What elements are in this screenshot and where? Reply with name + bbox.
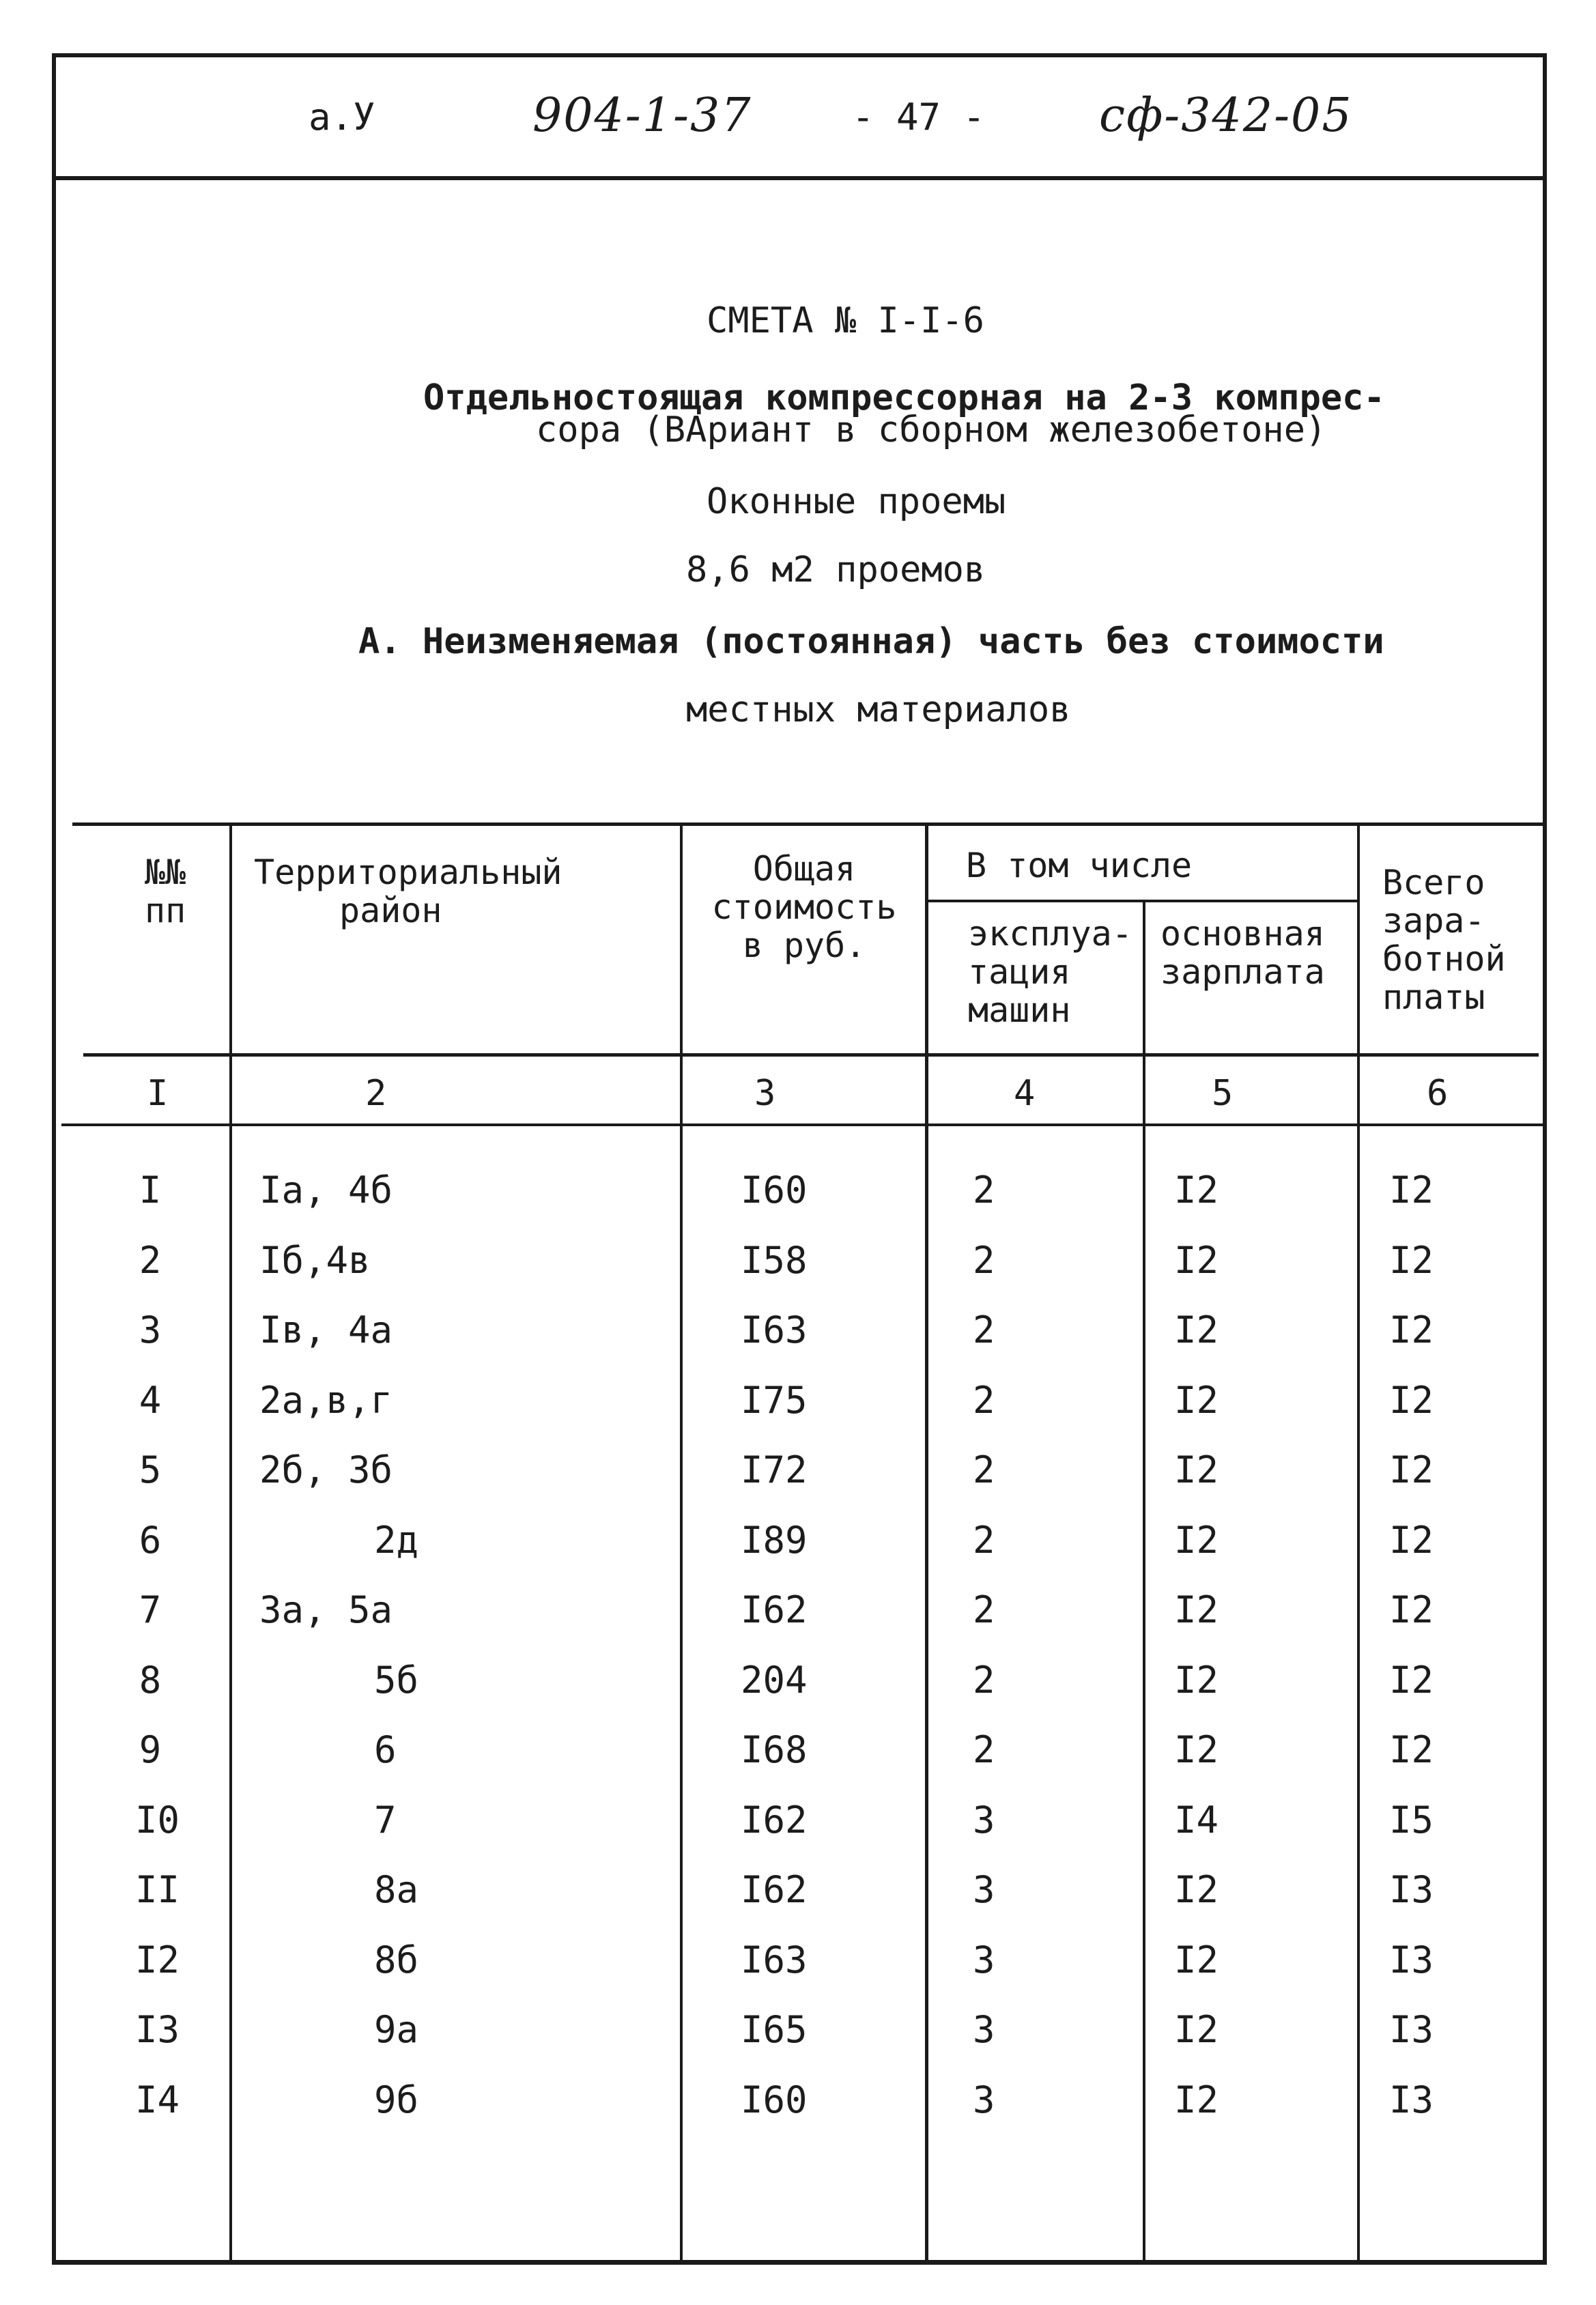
header-col2	[254, 853, 562, 930]
row-number: I	[139, 1169, 162, 1212]
row-number: 8	[139, 1659, 162, 1702]
col-number-3: 3	[754, 1073, 776, 1114]
header-col4-line1: эксплуа-	[968, 914, 1132, 954]
row-total-wage: I5	[1389, 1799, 1434, 1842]
header-col3-line2: стоимость	[711, 887, 897, 927]
row-total-wage: I3	[1389, 2008, 1434, 2051]
row-district: 2д	[374, 1519, 419, 1562]
row-base-wage: I2	[1174, 1379, 1219, 1422]
row-total-cost: I62	[741, 1868, 808, 1911]
row-district: 3а, 5а	[259, 1588, 393, 1631]
row-machine-cost: 2	[973, 1169, 995, 1212]
row-total-cost: I72	[741, 1448, 808, 1491]
row-machine-cost: 2	[973, 1588, 995, 1631]
col-number-1: I	[147, 1073, 169, 1114]
table-top-line	[72, 822, 1547, 826]
row-number: 4	[139, 1379, 162, 1422]
estimate-title: СМЕТА № I-I-6	[707, 300, 984, 341]
row-number: I2	[135, 1938, 180, 1981]
col-divider-3	[925, 822, 928, 2265]
row-total-wage: I3	[1389, 2078, 1434, 2121]
row-district: Iв, 4а	[259, 1308, 393, 1351]
col-numbers-bottom-line	[61, 1123, 1547, 1126]
row-total-cost: I75	[741, 1379, 808, 1422]
row-machine-cost: 2	[973, 1239, 995, 1282]
header-col1-line1: №№	[145, 853, 186, 892]
col-number-2: 2	[365, 1073, 387, 1114]
header-col3	[702, 850, 907, 964]
row-machine-cost: 2	[973, 1728, 995, 1771]
row-base-wage: I2	[1174, 1868, 1219, 1911]
header-col5-line1: основная	[1160, 914, 1325, 954]
project-code: 904-1-37	[532, 89, 752, 143]
page-number: - 47 -	[852, 96, 986, 139]
header-col6-line3: ботной	[1382, 939, 1506, 979]
row-district: 9а	[374, 2008, 419, 2051]
header-group: В том числе	[966, 846, 1193, 885]
row-number: 5	[139, 1448, 162, 1491]
row-total-cost: I65	[741, 2008, 808, 2051]
row-district: 9б	[374, 2078, 419, 2121]
row-total-wage: I2	[1389, 1308, 1434, 1351]
row-base-wage: I2	[1174, 2078, 1219, 2121]
title-line-3: Оконные проемы	[707, 481, 1006, 522]
header-col6-line1: Всего	[1382, 863, 1485, 902]
row-number: 9	[139, 1728, 162, 1771]
row-machine-cost: 2	[973, 1379, 995, 1422]
row-machine-cost: 3	[973, 1799, 995, 1842]
title-line-6: местных материалов	[686, 689, 1071, 730]
row-district: 6	[374, 1728, 397, 1771]
row-total-wage: I2	[1389, 1169, 1434, 1212]
title-line-1: Отдельностоящая компрессорная на 2-3 компрес-	[423, 377, 1385, 418]
row-total-wage: I2	[1389, 1239, 1434, 1282]
row-district: 5б	[374, 1659, 419, 1702]
header-col6-line4: платы	[1382, 977, 1485, 1017]
row-number: I4	[135, 2078, 180, 2121]
row-total-cost: I62	[741, 1799, 808, 1842]
header-col5	[1160, 915, 1325, 991]
header-left-mark: а.У	[309, 96, 375, 139]
col-number-4: 4	[1014, 1073, 1036, 1114]
row-total-cost: 204	[741, 1659, 808, 1702]
row-number: 3	[139, 1308, 162, 1351]
row-total-cost: I89	[741, 1519, 808, 1562]
row-total-cost: I68	[741, 1728, 808, 1771]
row-base-wage: I2	[1174, 2008, 1219, 2051]
row-total-wage: I2	[1389, 1728, 1434, 1771]
header-col3-line3: в руб.	[742, 926, 866, 965]
title-line-4: 8,6 м2 проемов	[686, 549, 986, 590]
row-machine-cost: 3	[973, 2008, 995, 2051]
row-total-wage: I2	[1389, 1588, 1434, 1631]
col-number-6: 6	[1427, 1073, 1449, 1114]
row-total-wage: I3	[1389, 1868, 1434, 1911]
header-col1-line2: пп	[145, 891, 186, 930]
row-total-cost: I63	[741, 1938, 808, 1981]
row-machine-cost: 2	[973, 1308, 995, 1351]
header-bottom-line	[83, 1053, 1539, 1057]
row-total-cost: I60	[741, 1169, 808, 1212]
header-col1	[145, 853, 186, 930]
header-col6	[1382, 863, 1506, 1016]
row-district: Iа, 4б	[259, 1169, 393, 1212]
title-line-5: А. Неизменяемая (постоянная) часть без стоимости	[358, 621, 1384, 662]
row-total-wage: I2	[1389, 1519, 1434, 1562]
row-number: 6	[139, 1519, 162, 1562]
row-base-wage: I2	[1174, 1659, 1219, 1702]
row-district: 2а,в,г	[259, 1379, 393, 1422]
row-base-wage: I2	[1174, 1588, 1219, 1631]
row-district: 8а	[374, 1868, 419, 1911]
row-district: Iб,4в	[259, 1239, 371, 1282]
row-total-wage: I2	[1389, 1659, 1434, 1702]
row-base-wage: I2	[1174, 1938, 1219, 1981]
col-divider-5	[1357, 822, 1360, 2265]
col-number-5: 5	[1212, 1073, 1234, 1114]
row-base-wage: I4	[1174, 1799, 1219, 1842]
header-divider	[52, 176, 1547, 180]
col-divider-1	[229, 822, 232, 2265]
row-machine-cost: 3	[973, 2078, 995, 2121]
row-district: 2б, 3б	[259, 1448, 393, 1491]
row-machine-cost: 3	[973, 1868, 995, 1911]
group-divider	[925, 900, 1358, 902]
row-base-wage: I2	[1174, 1519, 1219, 1562]
row-base-wage: I2	[1174, 1239, 1219, 1282]
row-base-wage: I2	[1174, 1169, 1219, 1212]
row-total-cost: I62	[741, 1588, 808, 1631]
row-total-cost: I58	[741, 1239, 808, 1282]
row-district: 7	[374, 1799, 397, 1842]
header-col2-line1: Территориальный	[254, 853, 562, 892]
row-machine-cost: 2	[973, 1519, 995, 1562]
row-machine-cost: 2	[973, 1448, 995, 1491]
row-base-wage: I2	[1174, 1448, 1219, 1491]
document-code: сф-342-05	[1099, 89, 1353, 143]
header-col6-line2: зара-	[1382, 901, 1485, 941]
row-total-cost: I60	[741, 2078, 808, 2121]
row-base-wage: I2	[1174, 1728, 1219, 1771]
row-total-wage: I3	[1389, 1938, 1434, 1981]
row-district: 8б	[374, 1938, 419, 1981]
row-machine-cost: 2	[973, 1659, 995, 1702]
title-line-2: сора (ВАриант в сборном железобетоне)	[536, 410, 1327, 450]
header-col4-line2: тация	[968, 952, 1071, 992]
col-divider-4	[1143, 900, 1145, 2265]
header-col2-line2: район	[339, 891, 442, 930]
header-col5-line2: зарплата	[1160, 952, 1325, 992]
row-machine-cost: 3	[973, 1938, 995, 1981]
header-col3-line1: Общая	[752, 849, 856, 889]
row-total-cost: I63	[741, 1308, 808, 1351]
header-col4-line3: машин	[968, 990, 1071, 1030]
row-number: II	[135, 1868, 180, 1911]
col-divider-2	[680, 822, 683, 2265]
row-total-wage: I2	[1389, 1448, 1434, 1491]
row-total-wage: I2	[1389, 1379, 1434, 1422]
header-col4	[968, 915, 1132, 1029]
row-base-wage: I2	[1174, 1308, 1219, 1351]
row-number: 2	[139, 1239, 162, 1282]
row-number: I3	[135, 2008, 180, 2051]
row-number: 7	[139, 1588, 162, 1631]
row-number: I0	[135, 1799, 180, 1842]
